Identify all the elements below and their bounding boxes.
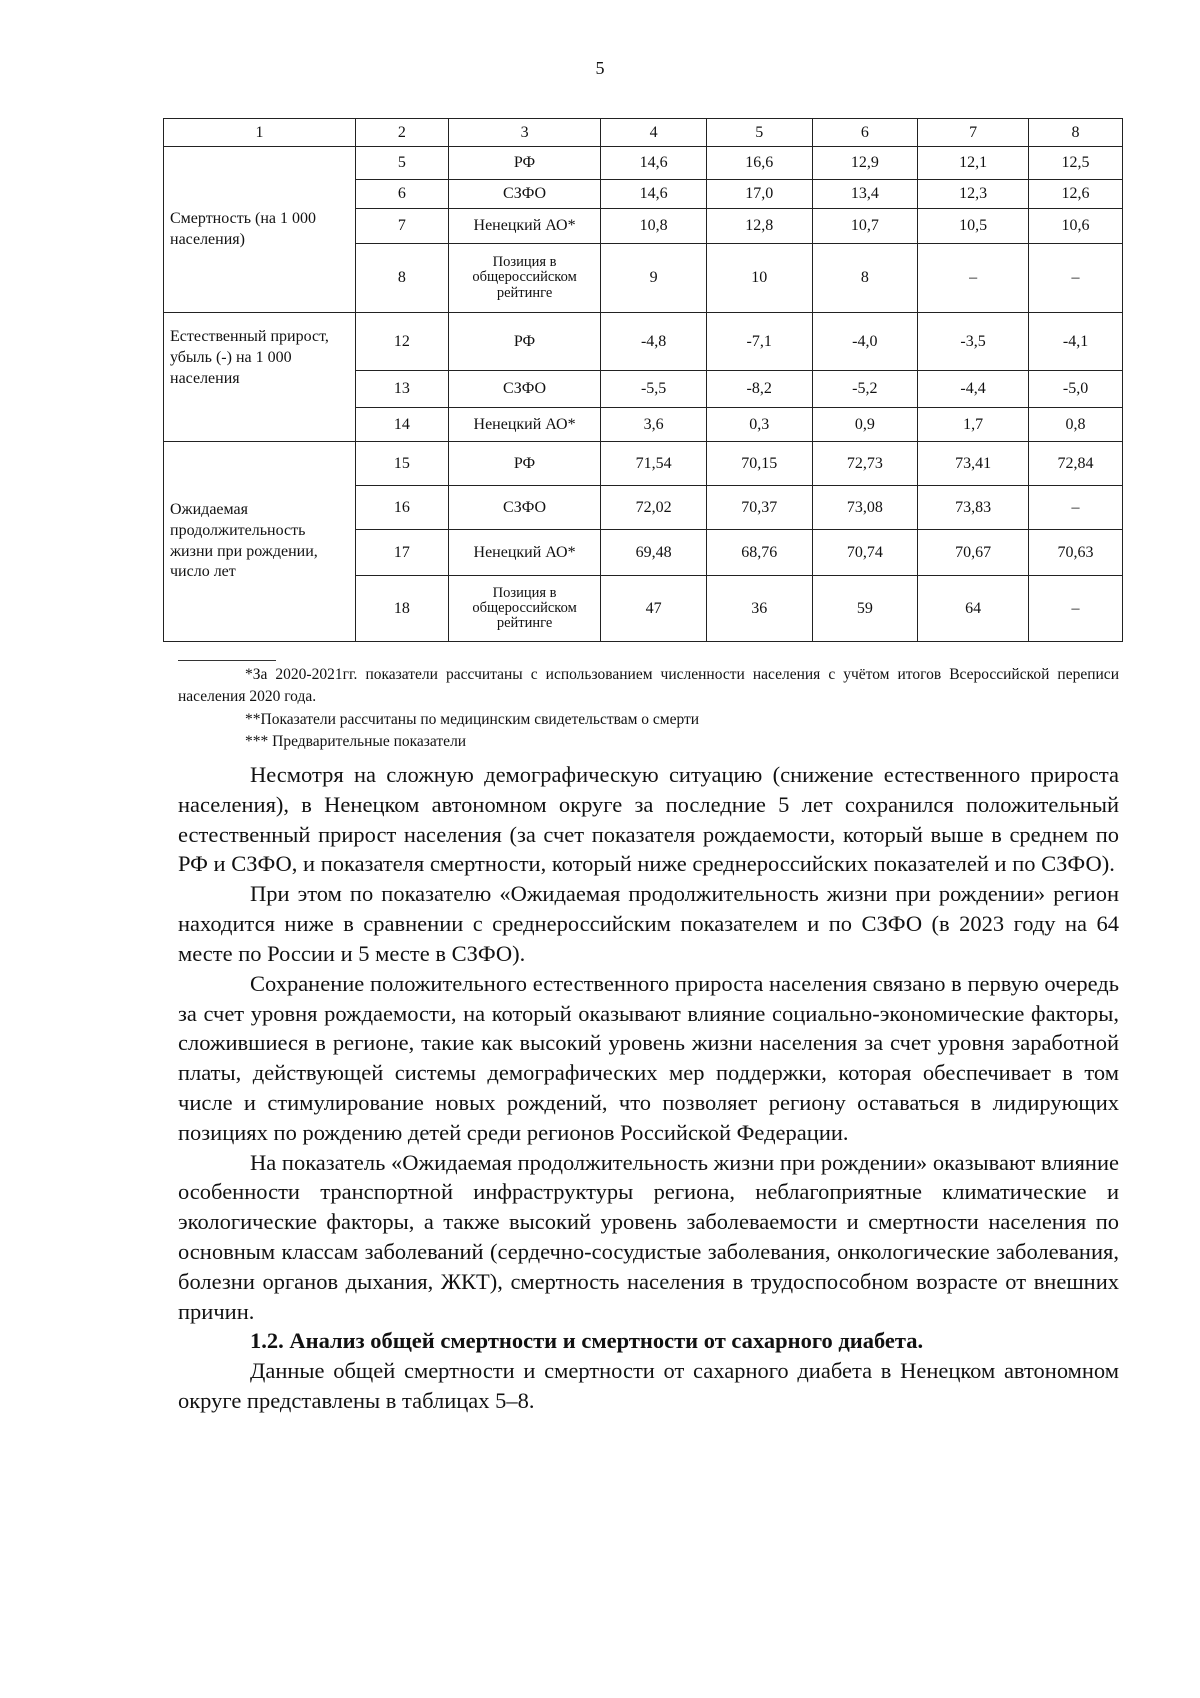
- value-cell: 10,5: [918, 209, 1029, 244]
- value-cell: 10,8: [601, 209, 707, 244]
- row-number: 16: [356, 486, 449, 530]
- value-cell: 17,0: [706, 180, 812, 209]
- value-cell: 12,9: [812, 147, 918, 180]
- value-cell: 10: [706, 244, 812, 313]
- row-number: 7: [356, 209, 449, 244]
- region-cell: Позиция в общероссийском рейтинге: [448, 576, 601, 642]
- footnote-1: *За 2020-2021гг. показатели рассчитаны с использованием численности населения с учётом итогов Всероссийской переписи населения 2020 года.: [178, 666, 1119, 706]
- value-cell: -4,1: [1029, 313, 1123, 371]
- paragraph: На показатель «Ожидаемая продолжительность жизни при рождении» оказывают влияние особенности транспортной инфраструктуры региона, неблагоприятные климатические и экологические факторы, а также высокий уровень заболеваемости и смертности населения по основным классам заболеваний (сердечно-сосудистые заболевания, онкологические заболевания, болезни органов дыхания, ЖКТ), смертность населения в трудоспособном возрасте от внешних причин.: [178, 1149, 1119, 1324]
- header-cell: 4: [601, 119, 707, 147]
- value-cell: 16,6: [706, 147, 812, 180]
- row-number: 15: [356, 442, 449, 486]
- region-cell: РФ: [448, 147, 601, 180]
- header-cell: 7: [918, 119, 1029, 147]
- group-label-life-expectancy: Ожидаемая продолжительность жизни при рождении, число лет: [164, 442, 356, 642]
- value-cell: -5,0: [1029, 371, 1123, 408]
- row-number: 14: [356, 408, 449, 442]
- value-cell: 12,5: [1029, 147, 1123, 180]
- value-cell: 3,6: [601, 408, 707, 442]
- section-heading: 1.2. Анализ общей смертности и смертности от сахарного диабета.: [250, 1328, 924, 1354]
- table-body: [164, 119, 1123, 642]
- value-cell: 68,76: [706, 530, 812, 576]
- header-cell: 2: [356, 119, 449, 147]
- value-cell: 69,48: [601, 530, 707, 576]
- row-number: 18: [356, 576, 449, 642]
- value-cell: 0,8: [1029, 408, 1123, 442]
- header-cell: 5: [706, 119, 812, 147]
- value-cell: 70,37: [706, 486, 812, 530]
- row-number: 17: [356, 530, 449, 576]
- group-label-mortality: Смертность (на 1 000 населения): [164, 147, 356, 313]
- value-cell: 13,4: [812, 180, 918, 209]
- region-cell: Позиция в общероссийском рейтинге: [448, 244, 601, 313]
- value-cell: 12,8: [706, 209, 812, 244]
- table-row: [164, 442, 1123, 486]
- paragraph: При этом по показателю «Ожидаемая продолжительность жизни при рождении» регион находится ниже в сравнении с среднероссийским показателем и по СЗФО (в 2023 году на 64 месте по России и 5 месте в СЗФО).: [178, 881, 1119, 966]
- value-cell: 72,84: [1029, 442, 1123, 486]
- row-number: 8: [356, 244, 449, 313]
- value-cell: 64: [918, 576, 1029, 642]
- value-cell: –: [918, 244, 1029, 313]
- value-cell: 73,83: [918, 486, 1029, 530]
- value-cell: 72,02: [601, 486, 707, 530]
- page-number: 5: [595, 58, 605, 78]
- region-cell: СЗФО: [448, 486, 601, 530]
- header-cell: 1: [164, 119, 356, 147]
- value-cell: 12,1: [918, 147, 1029, 180]
- footnote-3: *** Предварительные показатели: [245, 733, 467, 751]
- value-cell: 70,15: [706, 442, 812, 486]
- value-cell: 73,08: [812, 486, 918, 530]
- value-cell: –: [1029, 244, 1123, 313]
- demographics-table: [163, 118, 1123, 642]
- value-cell: -7,1: [706, 313, 812, 371]
- value-cell: -5,2: [812, 371, 918, 408]
- value-cell: 59: [812, 576, 918, 642]
- header-cell: 8: [1029, 119, 1123, 147]
- region-cell: Ненецкий АО*: [448, 530, 601, 576]
- value-cell: 70,63: [1029, 530, 1123, 576]
- row-number: 13: [356, 371, 449, 408]
- value-cell: 9: [601, 244, 707, 313]
- value-cell: 47: [601, 576, 707, 642]
- value-cell: –: [1029, 576, 1123, 642]
- value-cell: 73,41: [918, 442, 1029, 486]
- group-label-natural-growth: Естественный прирост, убыль (-) на 1 000 населения: [164, 313, 356, 442]
- value-cell: 71,54: [601, 442, 707, 486]
- paragraph: Сохранение положительного естественного прироста населения связано в первую очередь за счет уровня рождаемости, на который оказывают влияние социально-экономические факторы, сложившиеся в регионе, такие как высокий уровень жизни населения за счет уровня заработной платы, действующей системы демографических мер поддержки, которая обеспечивает в том числе и стимулирование новых рождений, что позволяет региону оставаться в лидирующих позициях по рождению детей среди регионов Российской Федерации.: [178, 970, 1119, 1145]
- value-cell: -3,5: [918, 313, 1029, 371]
- value-cell: -8,2: [706, 371, 812, 408]
- footnote-2: **Показатели рассчитаны по медицинским свидетельствам о смерти: [245, 710, 700, 728]
- footnotes: [178, 664, 1119, 754]
- value-cell: 10,6: [1029, 209, 1123, 244]
- region-cell: СЗФО: [448, 180, 601, 209]
- row-number: 6: [356, 180, 449, 209]
- value-cell: 14,6: [601, 180, 707, 209]
- value-cell: 12,3: [918, 180, 1029, 209]
- table-header-row: [164, 119, 1123, 147]
- value-cell: –: [1029, 486, 1123, 530]
- table-row: [164, 313, 1123, 371]
- region-cell: СЗФО: [448, 371, 601, 408]
- value-cell: -4,4: [918, 371, 1029, 408]
- value-cell: 1,7: [918, 408, 1029, 442]
- value-cell: -5,5: [601, 371, 707, 408]
- value-cell: 0,3: [706, 408, 812, 442]
- region-cell: РФ: [448, 313, 601, 371]
- header-cell: 6: [812, 119, 918, 147]
- row-number: 5: [356, 147, 449, 180]
- region-cell: Ненецкий АО*: [448, 209, 601, 244]
- value-cell: -4,0: [812, 313, 918, 371]
- paragraph: Несмотря на сложную демографическую ситуацию (снижение естественного прироста населения), в Ненецком автономном округе за последние 5 лет сохранился положительный естественный прирост населения (за счет показателя рождаемости, который выше в среднем по РФ и СЗФО, и показателя смертности, который ниже среднероссийских показателей и по СЗФО).: [178, 762, 1119, 877]
- row-number: 12: [356, 313, 449, 371]
- closing-paragraph: Данные общей смертности и смертности от сахарного диабета в Ненецком автономном округе представлены в таблицах 5–8.: [178, 1358, 1119, 1414]
- value-cell: 70,74: [812, 530, 918, 576]
- footnote-divider: [178, 660, 276, 661]
- region-cell: Ненецкий АО*: [448, 408, 601, 442]
- value-cell: 36: [706, 576, 812, 642]
- value-cell: 70,67: [918, 530, 1029, 576]
- body-text: [178, 760, 1119, 1416]
- value-cell: 8: [812, 244, 918, 313]
- value-cell: 12,6: [1029, 180, 1123, 209]
- header-cell: 3: [448, 119, 601, 147]
- value-cell: 10,7: [812, 209, 918, 244]
- value-cell: -4,8: [601, 313, 707, 371]
- value-cell: 0,9: [812, 408, 918, 442]
- table-row: [164, 147, 1123, 180]
- value-cell: 14,6: [601, 147, 707, 180]
- region-cell: РФ: [448, 442, 601, 486]
- value-cell: 72,73: [812, 442, 918, 486]
